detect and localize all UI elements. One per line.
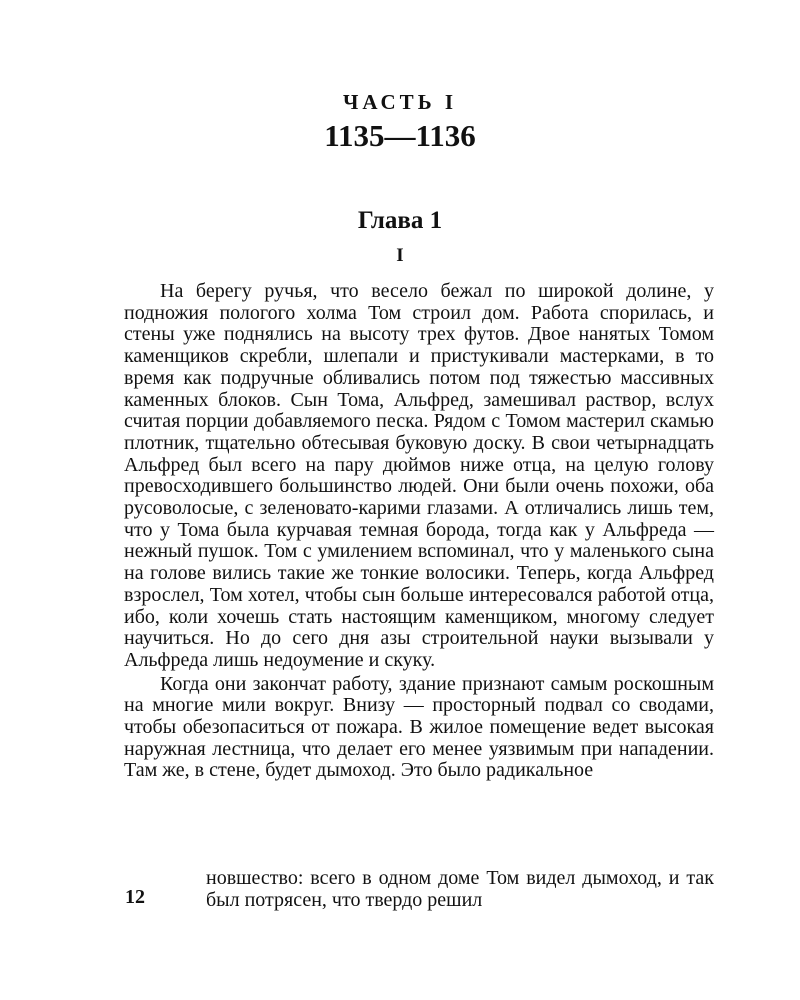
chapter-title: Глава 1 (357, 207, 443, 234)
paragraph-continuation: новшество: всего в одном доме Том видел дымоход, и так был потрясен, что твердо решил (206, 867, 714, 911)
section-number: I (396, 245, 404, 266)
part-label: ЧАСТЬ I (342, 90, 457, 114)
body-text (124, 281, 714, 782)
part-years: 1135—1136 (324, 118, 476, 153)
paragraph: На берегу ручья, что весело бежал по широкой долине, у подножия пологого холма Том строил дом. Работа спорилась, и стены уже поднялись на высоту трех футов. Двое нанятых Томом каменщиков скребли, шлепали и пристукивали мастерками, в то время как подручные обливались потом под тяжестью массивных каменных блоков. Сын Тома, Альфред, замешивал раствор, вслух считая порции добавляемого песка. Рядом с Томом мастерил скамью плотник, тщательно обтесывая буковую доску. В свои четырнадцать Альфред был всего на пару дюймов ниже отца, на целую голову превосходившего большинство людей. Они были очень похожи, оба русоволосые, с зеленовато-карими глазами. А отличались лишь тем, что у Тома была курчавая темная борода, тогда как у Альфреда — нежный пушок. Том с умилением вспоминал, что у маленького сына на голове вились такие же тонкие волосики. Теперь, когда Альфред взрослел, Том хотел, чтобы сын больше интересовался работой отца, ибо, коли хочешь стать настоящим каменщиком, многому следует научиться. Но до сего дня азы строительной науки вызывали у Альфреда лишь недоумение и скуку. (124, 280, 714, 671)
paragraph: Когда они закончат работу, здание признают самым роскошным на многие мили вокруг. Внизу — просторный подвал со сводами, чтобы обезопаситься от пожара. В жилое помещение ведет высокая наружная лестница, что делает его менее уязвимым при нападении. Там же, в стене, будет дымоход. Это было радикальное (124, 672, 714, 782)
page-number: 12 (125, 886, 145, 908)
